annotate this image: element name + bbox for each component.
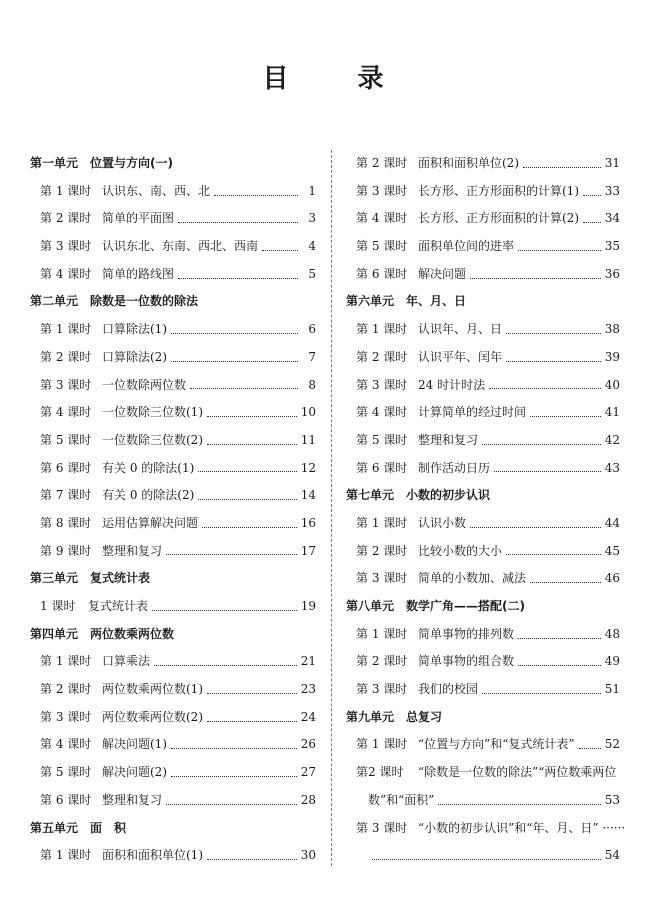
lesson-title: 解决问题(1) — [102, 737, 167, 752]
toc-entry[interactable] — [30, 205, 316, 233]
lesson-title: 简单的平面图 — [102, 211, 175, 226]
lesson-label: 第 4 课时 — [40, 266, 92, 281]
lesson-title: 面积和面积单位(2) — [418, 156, 519, 170]
unit-heading[interactable]: 第六单元 年、月、日 — [346, 294, 467, 309]
dot-leader — [198, 498, 296, 500]
lesson-title: “除数是一位数的除法”“两位数乘两位 — [418, 765, 617, 780]
toc-entry[interactable] — [346, 565, 620, 593]
page-number: 41 — [604, 405, 620, 420]
page-number: 26 — [300, 737, 316, 752]
lesson-title: 简单事物的排列数 — [418, 626, 515, 641]
lesson-label: 第 1 课时 — [356, 626, 408, 641]
lesson-label: 第 1 课时 — [40, 848, 92, 863]
dot-leader — [207, 415, 297, 417]
page-number: 44 — [604, 515, 620, 530]
toc-entry[interactable] — [30, 593, 316, 621]
dot-leader — [494, 470, 601, 472]
page-number: 5 — [308, 266, 316, 281]
page-number: 3 — [308, 211, 316, 226]
lesson-label: 第 7 课时 — [40, 488, 92, 503]
toc-entry[interactable] — [30, 676, 316, 704]
dot-leader — [154, 664, 297, 666]
page-number: 38 — [604, 322, 620, 337]
page-number: 6 — [308, 322, 316, 337]
page-number: 30 — [300, 848, 316, 863]
toc-entry-continued[interactable] — [346, 842, 620, 870]
dot-leader — [178, 221, 298, 223]
dot-leader — [171, 747, 297, 749]
page-number: 4 — [308, 239, 316, 254]
lesson-title-continued: 数”和“面积” — [368, 792, 435, 807]
toc-entry[interactable] — [346, 648, 620, 676]
lesson-title: 简单事物的组合数 — [418, 654, 515, 669]
unit-heading[interactable]: 第五单元 面 积 — [30, 820, 127, 835]
lesson-label: 第 4 课时 — [356, 405, 408, 420]
dot-leader — [202, 526, 297, 528]
toc-entry[interactable] — [346, 427, 620, 455]
unit-heading[interactable]: 第一单元 位置与方向(一) — [30, 156, 173, 170]
lesson-label: 第 3 课时 — [356, 682, 408, 697]
lesson-label: 1 课时 — [40, 599, 76, 613]
page-number: 14 — [300, 488, 316, 503]
dot-leader — [152, 609, 297, 611]
toc-entry[interactable] — [30, 316, 316, 344]
toc-entry[interactable] — [30, 399, 316, 427]
page-number: 23 — [300, 682, 316, 697]
dot-leader — [579, 747, 601, 749]
page-number: 7 — [308, 349, 316, 364]
toc-entry[interactable] — [30, 842, 316, 870]
dot-leader — [190, 387, 298, 389]
lesson-label: 第 1 课时 — [356, 737, 408, 752]
page-number: 52 — [604, 737, 620, 752]
lesson-label: 第 5 课时 — [40, 432, 92, 447]
toc-entry[interactable] — [346, 676, 620, 704]
lesson-label: 第 2 课时 — [356, 349, 408, 364]
lesson-label: 第 1 课时 — [40, 183, 92, 198]
dot-leader — [166, 553, 297, 555]
lesson-label: 第 5 课时 — [40, 765, 92, 780]
page-number: 35 — [604, 239, 620, 254]
toc-entry[interactable] — [346, 205, 620, 233]
lesson-title: 计算简单的经过时间 — [418, 405, 527, 420]
page-number: 16 — [300, 515, 316, 530]
lesson-title: 一位数除三位数(2) — [102, 432, 203, 447]
page-number: 10 — [300, 405, 316, 420]
lesson-title: 复式统计表 — [88, 599, 149, 613]
toc-entry[interactable] — [30, 344, 316, 372]
dot-leader — [166, 803, 297, 805]
lesson-title: 面积和面积单位(1) — [102, 848, 203, 863]
page-number: 8 — [308, 377, 316, 392]
lesson-title: 长方形、正方形面积的计算(1) — [418, 183, 579, 198]
dot-leader — [171, 775, 297, 777]
unit-heading[interactable]: 第七单元 小数的初步认识 — [346, 488, 491, 503]
lesson-title: 长方形、正方形面积的计算(2) — [418, 211, 579, 226]
page-number: 17 — [300, 543, 316, 558]
toc-entry[interactable] — [30, 731, 316, 759]
lesson-title: 面积单位间的进率 — [418, 239, 515, 254]
toc-entry[interactable] — [346, 316, 620, 344]
dot-leader — [207, 858, 297, 860]
dot-leader — [518, 664, 601, 666]
dot-leader — [530, 415, 601, 417]
lesson-label: 第 5 课时 — [356, 432, 408, 447]
toc-entry[interactable] — [346, 538, 620, 566]
page-number: 12 — [300, 460, 316, 475]
lesson-label: 第 4 课时 — [40, 737, 92, 752]
lesson-label: 第 6 课时 — [40, 792, 92, 807]
lesson-label: 第 2 课时 — [40, 349, 92, 364]
dot-leader — [470, 277, 601, 279]
page-number: 48 — [604, 626, 620, 641]
toc-entry[interactable] — [30, 261, 316, 289]
toc-entry[interactable] — [30, 787, 316, 815]
lesson-label: 第 3 课时 — [356, 377, 408, 392]
lesson-label: 第 4 课时 — [356, 211, 408, 226]
toc-entry[interactable] — [346, 178, 620, 206]
page-title: 目 录 — [262, 64, 414, 94]
toc-entry[interactable] — [30, 648, 316, 676]
lesson-title: 认识平年、闰年 — [418, 349, 503, 364]
column-divider — [331, 150, 332, 866]
toc-entry[interactable] — [346, 759, 620, 787]
page-number: 21 — [300, 654, 316, 669]
lesson-label: 第 2 课时 — [356, 543, 408, 558]
unit-heading[interactable]: 第二单元 除数是一位数的除法 — [30, 294, 199, 309]
toc-entry[interactable] — [30, 510, 316, 538]
page-number: 54 — [604, 848, 620, 863]
lesson-label: 第 2 课时 — [356, 156, 408, 170]
dot-leader — [214, 194, 298, 196]
lesson-title: 比较小数的大小 — [418, 543, 503, 558]
lesson-label: 第 1 课时 — [356, 322, 408, 337]
page-number: 11 — [300, 432, 316, 447]
lesson-label: 第 1 课时 — [40, 654, 92, 669]
page-number: 27 — [300, 765, 316, 780]
toc-entry[interactable] — [30, 178, 316, 206]
lesson-title: 一位数除两位数 — [102, 377, 187, 392]
lesson-label: 第 3 课时 — [40, 709, 92, 724]
page-number: 34 — [604, 211, 620, 226]
lesson-title: 我们的校园 — [418, 682, 479, 697]
toc-entry[interactable] — [346, 621, 620, 649]
dot-leader — [583, 194, 601, 196]
toc-entry[interactable] — [346, 731, 620, 759]
lesson-title: 有关 0 的除法(1) — [102, 460, 195, 475]
toc-right-column — [346, 150, 626, 870]
lesson-label: 第 3 课时 — [356, 571, 408, 586]
lesson-label: 第 4 课时 — [40, 405, 92, 420]
lesson-label: 第 3 课时 — [40, 239, 92, 254]
toc-entry[interactable] — [346, 344, 620, 372]
lesson-title: 整理和复习 — [102, 543, 163, 558]
lesson-label: 第2 课时 — [356, 765, 404, 780]
page-number: 19 — [300, 599, 316, 613]
page-number: 39 — [604, 349, 620, 364]
dot-leader — [470, 526, 601, 528]
page-number: 42 — [604, 432, 620, 447]
unit-heading[interactable]: 第四单元 两位数乘两位数 — [30, 626, 175, 641]
toc-entry[interactable] — [346, 455, 620, 483]
toc-entry-continued[interactable] — [346, 787, 620, 815]
dot-leader — [482, 692, 601, 694]
page-number: 33 — [604, 183, 620, 198]
dot-leader — [530, 581, 601, 583]
page-number: 46 — [604, 571, 620, 586]
lesson-title: 认识年、月、日 — [418, 322, 503, 337]
toc-entry[interactable] — [346, 815, 626, 843]
unit-heading[interactable]: 第八单元 数学广角——搭配(二) — [346, 599, 525, 613]
unit-heading[interactable]: 第三单元 复式统计表 — [30, 571, 151, 586]
toc-entry[interactable] — [346, 399, 620, 427]
lesson-title: 两位数乘两位数(1) — [102, 682, 203, 697]
lesson-title: 认识东北、东南、西北、西南 — [102, 239, 259, 254]
dot-leader — [518, 637, 601, 639]
toc-entry[interactable] — [346, 233, 620, 261]
dot-leader — [489, 387, 601, 389]
toc-entry[interactable] — [346, 261, 620, 289]
lesson-title: 两位数乘两位数(2) — [102, 709, 203, 724]
dot-leader — [207, 692, 297, 694]
lesson-title: 简单的小数加、减法 — [418, 571, 527, 586]
lesson-title: 认识小数 — [418, 515, 467, 530]
dot-leader — [482, 443, 601, 445]
lesson-title: 整理和复习 — [102, 792, 163, 807]
lesson-label: 第 3 课时 — [40, 377, 92, 392]
lesson-title: “小数的初步认识”和“年、月、日” ······ — [418, 820, 626, 835]
lesson-title: 制作活动日历 — [418, 460, 491, 475]
page-number: 53 — [604, 792, 620, 807]
toc-entry[interactable] — [30, 482, 316, 510]
lesson-label: 第 9 课时 — [40, 543, 92, 558]
lesson-label: 第 1 课时 — [356, 515, 408, 530]
lesson-label: 第 6 课时 — [356, 266, 408, 281]
lesson-title: 有关 0 的除法(2) — [102, 488, 195, 503]
dot-leader — [438, 803, 600, 805]
dot-leader — [506, 553, 601, 555]
page-number: 24 — [300, 709, 316, 724]
lesson-label: 第 6 课时 — [40, 460, 92, 475]
lesson-label: 第 3 课时 — [356, 820, 408, 835]
lesson-label: 第 2 课时 — [40, 682, 92, 697]
lesson-title: 整理和复习 — [418, 432, 479, 447]
page-number: 49 — [604, 654, 620, 669]
lesson-label: 第 3 课时 — [356, 183, 408, 198]
lesson-label: 第 1 课时 — [40, 322, 92, 337]
dot-leader — [171, 360, 298, 362]
page-number: 31 — [604, 156, 620, 170]
lesson-title: “位置与方向”和“复式统计表” — [418, 737, 575, 752]
dot-leader — [523, 166, 601, 168]
toc-entry[interactable] — [30, 704, 316, 732]
page-number: 51 — [604, 682, 620, 697]
dot-leader — [372, 858, 601, 860]
dot-leader — [207, 443, 297, 445]
lesson-title: 口算除法(1) — [102, 322, 167, 337]
toc-entry[interactable] — [30, 455, 316, 483]
dot-leader — [178, 277, 298, 279]
toc-entry[interactable] — [30, 233, 316, 261]
page-number: 40 — [604, 377, 620, 392]
page-number: 45 — [604, 543, 620, 558]
toc-left-column — [30, 150, 316, 870]
toc-entry[interactable] — [346, 372, 620, 400]
dot-leader — [262, 249, 298, 251]
lesson-title: 口算乘法 — [102, 654, 151, 669]
toc-entry[interactable] — [30, 538, 316, 566]
lesson-label: 第 5 课时 — [356, 239, 408, 254]
lesson-title: 运用估算解决问题 — [102, 515, 199, 530]
dot-leader — [518, 249, 601, 251]
dot-leader — [207, 720, 297, 722]
dot-leader — [171, 332, 298, 334]
lesson-label: 第 2 课时 — [356, 654, 408, 669]
lesson-title: 解决问题 — [418, 266, 467, 281]
lesson-title: 解决问题(2) — [102, 765, 167, 780]
lesson-title: 简单的路线图 — [102, 266, 175, 281]
lesson-label: 第 2 课时 — [40, 211, 92, 226]
unit-heading[interactable]: 第九单元 总复习 — [346, 709, 443, 724]
lesson-title: 24 时计时法 — [418, 377, 486, 392]
page-number: 43 — [604, 460, 620, 475]
dot-leader — [198, 470, 296, 472]
lesson-label: 第 6 课时 — [356, 460, 408, 475]
page-number: 1 — [308, 183, 316, 198]
dot-leader — [583, 221, 601, 223]
page-number: 28 — [300, 792, 316, 807]
lesson-title: 口算除法(2) — [102, 349, 167, 364]
lesson-title: 一位数除三位数(1) — [102, 405, 203, 420]
dot-leader — [506, 360, 601, 362]
dot-leader — [506, 332, 601, 334]
toc-entry[interactable] — [346, 510, 620, 538]
toc-entry[interactable] — [346, 150, 620, 178]
toc-entry[interactable] — [30, 427, 316, 455]
lesson-label: 第 8 课时 — [40, 515, 92, 530]
toc-entry[interactable] — [30, 759, 316, 787]
page-number: 36 — [604, 266, 620, 281]
lesson-title: 认识东、南、西、北 — [102, 183, 211, 198]
toc-entry[interactable] — [30, 372, 316, 400]
